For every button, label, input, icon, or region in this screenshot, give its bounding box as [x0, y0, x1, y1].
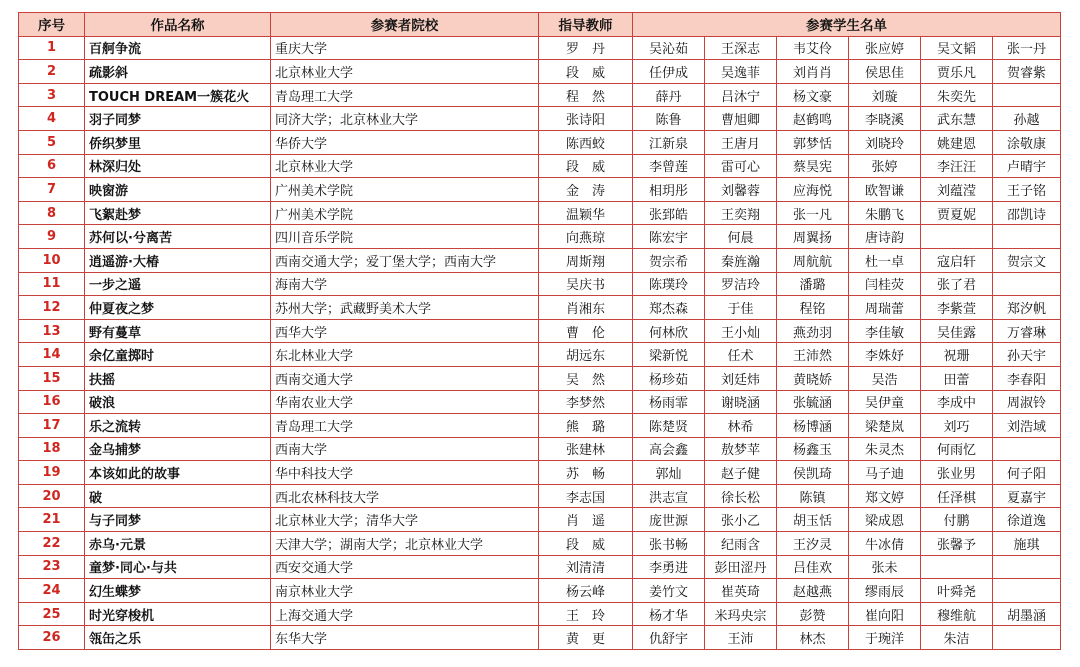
student-name: 陈宏宇 — [633, 225, 705, 249]
student-name: 崔向阳 — [849, 602, 921, 626]
student-name: 王奕翔 — [705, 201, 777, 225]
teacher-name: 曹 伦 — [539, 319, 633, 343]
table-row — [19, 248, 1061, 272]
student-name: 孙天宇 — [993, 343, 1061, 367]
results-table — [18, 12, 1061, 650]
row-number: 17 — [19, 414, 85, 438]
table-row — [19, 508, 1061, 532]
table-row — [19, 178, 1061, 202]
student-name: 林杰 — [777, 626, 849, 650]
student-name: 杨才华 — [633, 602, 705, 626]
student-name: 高会鑫 — [633, 437, 705, 461]
student-name: 李成中 — [921, 390, 993, 414]
work-title: 本该如此的故事 — [85, 461, 271, 485]
student-name: 郑杰森 — [633, 296, 705, 320]
student-name: 侯思佳 — [849, 60, 921, 84]
table-row — [19, 484, 1061, 508]
student-name — [993, 579, 1061, 603]
school-name: 华侨大学 — [271, 130, 539, 154]
table-row — [19, 343, 1061, 367]
teacher-name: 吴庆书 — [539, 272, 633, 296]
student-name — [993, 437, 1061, 461]
student-name: 任伊成 — [633, 60, 705, 84]
work-title: 野有蔓草 — [85, 319, 271, 343]
work-title: 时光穿梭机 — [85, 602, 271, 626]
student-name: 王沛然 — [777, 343, 849, 367]
student-name: 贺睿紫 — [993, 60, 1061, 84]
student-name: 何子阳 — [993, 461, 1061, 485]
table-row — [19, 201, 1061, 225]
row-number: 12 — [19, 296, 85, 320]
teacher-name: 刘清清 — [539, 555, 633, 579]
student-name: 刘馨蓉 — [705, 178, 777, 202]
school-name: 青岛理工大学 — [271, 414, 539, 438]
work-title: 林深归处 — [85, 154, 271, 178]
student-name: 赵越燕 — [777, 579, 849, 603]
student-name: 王沛 — [705, 626, 777, 650]
student-name: 刘晓玲 — [849, 130, 921, 154]
student-name: 侯凯琦 — [777, 461, 849, 485]
work-title: 仲夏夜之梦 — [85, 296, 271, 320]
school-name: 北京林业大学 — [271, 60, 539, 84]
student-name: 薛丹 — [633, 83, 705, 107]
student-name: 王唐月 — [705, 130, 777, 154]
school-name: 天津大学；湖南大学；北京林业大学 — [271, 532, 539, 556]
teacher-name: 苏 畅 — [539, 461, 633, 485]
work-title: 扶摇 — [85, 366, 271, 390]
header-row — [19, 13, 1061, 37]
work-title: TOUCH DREAM一簇花火 — [85, 83, 271, 107]
results-table-container — [18, 12, 1061, 650]
teacher-name: 胡远东 — [539, 343, 633, 367]
student-name — [993, 83, 1061, 107]
row-number: 18 — [19, 437, 85, 461]
student-name: 吕沐宁 — [705, 83, 777, 107]
student-name: 徐道逸 — [993, 508, 1061, 532]
row-number: 7 — [19, 178, 85, 202]
student-name: 纪雨含 — [705, 532, 777, 556]
student-name: 张馨予 — [921, 532, 993, 556]
teacher-name: 王 玲 — [539, 602, 633, 626]
student-name: 王深志 — [705, 36, 777, 60]
school-name: 西南交通大学；爱丁堡大学；西南大学 — [271, 248, 539, 272]
student-name: 祝珊 — [921, 343, 993, 367]
work-title: 幻生蝶梦 — [85, 579, 271, 603]
school-name: 西南大学 — [271, 437, 539, 461]
student-name: 何林欣 — [633, 319, 705, 343]
row-number: 4 — [19, 107, 85, 131]
student-name: 吴文韬 — [921, 36, 993, 60]
student-name: 仇舒宇 — [633, 626, 705, 650]
table-row — [19, 461, 1061, 485]
row-number: 14 — [19, 343, 85, 367]
school-name: 海南大学 — [271, 272, 539, 296]
teacher-name: 金 涛 — [539, 178, 633, 202]
student-name: 陈璞玲 — [633, 272, 705, 296]
student-name: 张了君 — [921, 272, 993, 296]
table-row — [19, 602, 1061, 626]
student-name: 贺宗文 — [993, 248, 1061, 272]
student-name: 闫桂荧 — [849, 272, 921, 296]
work-title: 金乌捕梦 — [85, 437, 271, 461]
table-row — [19, 83, 1061, 107]
student-name: 吴逸菲 — [705, 60, 777, 84]
table-row — [19, 107, 1061, 131]
student-name: 付鹏 — [921, 508, 993, 532]
student-name: 李曾莲 — [633, 154, 705, 178]
student-name: 吴伊童 — [849, 390, 921, 414]
student-name: 刘蕴滢 — [921, 178, 993, 202]
student-name: 张小乙 — [705, 508, 777, 532]
student-name: 姜竹文 — [633, 579, 705, 603]
student-name: 刘肖肖 — [777, 60, 849, 84]
student-name: 卢晴宇 — [993, 154, 1061, 178]
student-name — [993, 225, 1061, 249]
student-name: 程铭 — [777, 296, 849, 320]
student-name: 张书畅 — [633, 532, 705, 556]
student-name: 朱灵杰 — [849, 437, 921, 461]
table-row — [19, 555, 1061, 579]
student-name: 谢晓涵 — [705, 390, 777, 414]
teacher-name: 段 威 — [539, 60, 633, 84]
school-name: 南京林业大学 — [271, 579, 539, 603]
school-name: 东北林业大学 — [271, 343, 539, 367]
table-row — [19, 36, 1061, 60]
row-number: 3 — [19, 83, 85, 107]
student-name: 夏嘉宇 — [993, 484, 1061, 508]
student-name: 郭梦恬 — [777, 130, 849, 154]
student-name: 林希 — [705, 414, 777, 438]
header-teacher: 指导教师 — [539, 13, 633, 37]
student-name: 王小灿 — [705, 319, 777, 343]
student-name: 徐长松 — [705, 484, 777, 508]
student-name: 朱洁 — [921, 626, 993, 650]
work-title: 童梦·同心·与共 — [85, 555, 271, 579]
table-row — [19, 130, 1061, 154]
student-name: 寇启轩 — [921, 248, 993, 272]
row-number: 16 — [19, 390, 85, 414]
student-name: 米玛央宗 — [705, 602, 777, 626]
student-name: 周瑞蕾 — [849, 296, 921, 320]
row-number: 6 — [19, 154, 85, 178]
student-name: 于佳 — [705, 296, 777, 320]
teacher-name: 张建林 — [539, 437, 633, 461]
school-name: 北京林业大学；清华大学 — [271, 508, 539, 532]
student-name: 朱鹏飞 — [849, 201, 921, 225]
student-name: 刘浩域 — [993, 414, 1061, 438]
row-number: 20 — [19, 484, 85, 508]
school-name: 西安交通大学 — [271, 555, 539, 579]
student-name: 郑汐帆 — [993, 296, 1061, 320]
student-name: 王子铭 — [993, 178, 1061, 202]
student-name: 欧智谦 — [849, 178, 921, 202]
student-name: 彭田涩丹 — [705, 555, 777, 579]
row-number: 23 — [19, 555, 85, 579]
work-title: 羽子同梦 — [85, 107, 271, 131]
table-row — [19, 366, 1061, 390]
table-body — [19, 36, 1061, 649]
work-title: 与子同梦 — [85, 508, 271, 532]
student-name: 杨珍茹 — [633, 366, 705, 390]
school-name: 重庆大学 — [271, 36, 539, 60]
student-name: 吴沁茹 — [633, 36, 705, 60]
teacher-name: 李志国 — [539, 484, 633, 508]
student-name: 周淑铃 — [993, 390, 1061, 414]
row-number: 11 — [19, 272, 85, 296]
student-name: 孙越 — [993, 107, 1061, 131]
header-school: 参赛者院校 — [271, 13, 539, 37]
student-name: 张应婷 — [849, 36, 921, 60]
table-row — [19, 296, 1061, 320]
student-name: 相玥彤 — [633, 178, 705, 202]
student-name: 吕佳欢 — [777, 555, 849, 579]
student-name: 刘璇 — [849, 83, 921, 107]
student-name: 郭灿 — [633, 461, 705, 485]
student-name: 施琪 — [993, 532, 1061, 556]
row-number: 10 — [19, 248, 85, 272]
table-row — [19, 532, 1061, 556]
student-name: 张一丹 — [993, 36, 1061, 60]
teacher-name: 黄 更 — [539, 626, 633, 650]
student-name: 何雨忆 — [921, 437, 993, 461]
row-number: 9 — [19, 225, 85, 249]
student-name: 赵子健 — [705, 461, 777, 485]
school-name: 华南农业大学 — [271, 390, 539, 414]
student-name: 陈楚贤 — [633, 414, 705, 438]
student-name: 刘廷炜 — [705, 366, 777, 390]
student-name: 曹旭卿 — [705, 107, 777, 131]
student-name: 王汐灵 — [777, 532, 849, 556]
work-title: 余亿童掷时 — [85, 343, 271, 367]
table-row — [19, 225, 1061, 249]
work-title: 苏何以·兮离苦 — [85, 225, 271, 249]
student-name: 吴佳露 — [921, 319, 993, 343]
student-name: 张婷 — [849, 154, 921, 178]
student-name: 秦旌瀚 — [705, 248, 777, 272]
row-number: 5 — [19, 130, 85, 154]
teacher-name: 李梦然 — [539, 390, 633, 414]
student-name: 田蕾 — [921, 366, 993, 390]
student-name: 罗洁玲 — [705, 272, 777, 296]
student-name: 陈鲁 — [633, 107, 705, 131]
teacher-name: 肖湘东 — [539, 296, 633, 320]
work-title: 破 — [85, 484, 271, 508]
student-name: 燕劲羽 — [777, 319, 849, 343]
student-name: 张业男 — [921, 461, 993, 485]
student-name: 崔英琦 — [705, 579, 777, 603]
student-name: 李佳敏 — [849, 319, 921, 343]
work-title: 破浪 — [85, 390, 271, 414]
work-title: 乐之流转 — [85, 414, 271, 438]
student-name: 涂敬康 — [993, 130, 1061, 154]
student-name: 任泽棋 — [921, 484, 993, 508]
student-name — [921, 225, 993, 249]
student-name: 彭赞 — [777, 602, 849, 626]
table-row — [19, 437, 1061, 461]
student-name: 何晨 — [705, 225, 777, 249]
student-name: 唐诗韵 — [849, 225, 921, 249]
student-name: 杨鑫玉 — [777, 437, 849, 461]
teacher-name: 吴 然 — [539, 366, 633, 390]
teacher-name: 陈西蛟 — [539, 130, 633, 154]
work-title: 一步之遥 — [85, 272, 271, 296]
work-title: 疏影斜 — [85, 60, 271, 84]
student-name: 任术 — [705, 343, 777, 367]
school-name: 上海交通大学 — [271, 602, 539, 626]
student-name: 江新泉 — [633, 130, 705, 154]
table-row — [19, 319, 1061, 343]
student-name: 杨博涵 — [777, 414, 849, 438]
school-name: 四川音乐学院 — [271, 225, 539, 249]
table-row — [19, 154, 1061, 178]
student-name: 牛冰倩 — [849, 532, 921, 556]
teacher-name: 肖 遥 — [539, 508, 633, 532]
student-name: 李春阳 — [993, 366, 1061, 390]
table-row — [19, 414, 1061, 438]
teacher-name: 张诗阳 — [539, 107, 633, 131]
student-name: 朱奕先 — [921, 83, 993, 107]
student-name: 胡玉恬 — [777, 508, 849, 532]
student-name: 洪志宣 — [633, 484, 705, 508]
student-name: 李紫萱 — [921, 296, 993, 320]
school-name: 广州美术学院 — [271, 201, 539, 225]
student-name: 张郅皓 — [633, 201, 705, 225]
student-name: 李晓溪 — [849, 107, 921, 131]
row-number: 22 — [19, 532, 85, 556]
table-row — [19, 579, 1061, 603]
student-name: 缪雨辰 — [849, 579, 921, 603]
school-name: 西华大学 — [271, 319, 539, 343]
student-name: 武东慧 — [921, 107, 993, 131]
student-name: 周航航 — [777, 248, 849, 272]
student-name: 李勇进 — [633, 555, 705, 579]
row-number: 2 — [19, 60, 85, 84]
school-name: 东华大学 — [271, 626, 539, 650]
work-title: 百舸争流 — [85, 36, 271, 60]
school-name: 华中科技大学 — [271, 461, 539, 485]
student-name: 潘璐 — [777, 272, 849, 296]
student-name: 张一凡 — [777, 201, 849, 225]
student-name: 赵鹤鸣 — [777, 107, 849, 131]
header-no: 序号 — [19, 13, 85, 37]
student-name: 李姝妤 — [849, 343, 921, 367]
student-name: 梁楚岚 — [849, 414, 921, 438]
student-name: 刘巧 — [921, 414, 993, 438]
table-row — [19, 626, 1061, 650]
student-name: 万睿琳 — [993, 319, 1061, 343]
student-name: 敖梦苹 — [705, 437, 777, 461]
student-name — [993, 272, 1061, 296]
student-name: 马子迪 — [849, 461, 921, 485]
row-number: 19 — [19, 461, 85, 485]
student-name: 张未 — [849, 555, 921, 579]
student-name: 吴浩 — [849, 366, 921, 390]
row-number: 26 — [19, 626, 85, 650]
student-name: 梁成恩 — [849, 508, 921, 532]
table-row — [19, 390, 1061, 414]
teacher-name: 向燕琼 — [539, 225, 633, 249]
student-name: 叶舜尧 — [921, 579, 993, 603]
student-name: 姚建恩 — [921, 130, 993, 154]
work-title: 逍遥游·大椿 — [85, 248, 271, 272]
student-name: 梁新悦 — [633, 343, 705, 367]
student-name: 陈镇 — [777, 484, 849, 508]
student-name: 穆维航 — [921, 602, 993, 626]
row-number: 25 — [19, 602, 85, 626]
teacher-name: 周斯翔 — [539, 248, 633, 272]
header-work: 作品名称 — [85, 13, 271, 37]
student-name: 杜一卓 — [849, 248, 921, 272]
student-name: 庞世源 — [633, 508, 705, 532]
student-name: 胡墨涵 — [993, 602, 1061, 626]
row-number: 1 — [19, 36, 85, 60]
student-name — [921, 555, 993, 579]
student-name: 贺宗希 — [633, 248, 705, 272]
student-name: 周翼扬 — [777, 225, 849, 249]
school-name: 西南交通大学 — [271, 366, 539, 390]
teacher-name: 杨云峰 — [539, 579, 633, 603]
row-number: 21 — [19, 508, 85, 532]
student-name: 郑文婷 — [849, 484, 921, 508]
student-name: 蔡昊宪 — [777, 154, 849, 178]
teacher-name: 程 然 — [539, 83, 633, 107]
work-title: 飞絮赴梦 — [85, 201, 271, 225]
teacher-name: 罗 丹 — [539, 36, 633, 60]
teacher-name: 段 威 — [539, 154, 633, 178]
school-name: 同济大学；北京林业大学 — [271, 107, 539, 131]
student-name: 杨文豪 — [777, 83, 849, 107]
school-name: 广州美术学院 — [271, 178, 539, 202]
school-name: 北京林业大学 — [271, 154, 539, 178]
student-name — [993, 555, 1061, 579]
row-number: 24 — [19, 579, 85, 603]
student-name: 雷可心 — [705, 154, 777, 178]
header-students: 参赛学生名单 — [633, 13, 1061, 37]
work-title: 侨织梦里 — [85, 130, 271, 154]
row-number: 8 — [19, 201, 85, 225]
student-name: 杨雨霏 — [633, 390, 705, 414]
work-title: 映窗游 — [85, 178, 271, 202]
student-name: 邵凯诗 — [993, 201, 1061, 225]
student-name: 贾乐凡 — [921, 60, 993, 84]
work-title: 赤乌·元景 — [85, 532, 271, 556]
teacher-name: 段 威 — [539, 532, 633, 556]
table-row — [19, 60, 1061, 84]
school-name: 西北农林科技大学 — [271, 484, 539, 508]
student-name: 李汪汪 — [921, 154, 993, 178]
student-name: 贾夏妮 — [921, 201, 993, 225]
row-number: 13 — [19, 319, 85, 343]
teacher-name: 温颖华 — [539, 201, 633, 225]
student-name: 黄晓娇 — [777, 366, 849, 390]
teacher-name: 熊 璐 — [539, 414, 633, 438]
school-name: 青岛理工大学 — [271, 83, 539, 107]
student-name — [993, 626, 1061, 650]
student-name: 应海悦 — [777, 178, 849, 202]
row-number: 15 — [19, 366, 85, 390]
student-name: 于琬洋 — [849, 626, 921, 650]
work-title: 瓴缶之乐 — [85, 626, 271, 650]
table-row — [19, 272, 1061, 296]
student-name: 韦艾伶 — [777, 36, 849, 60]
student-name: 张毓涵 — [777, 390, 849, 414]
school-name: 苏州大学；武藏野美术大学 — [271, 296, 539, 320]
